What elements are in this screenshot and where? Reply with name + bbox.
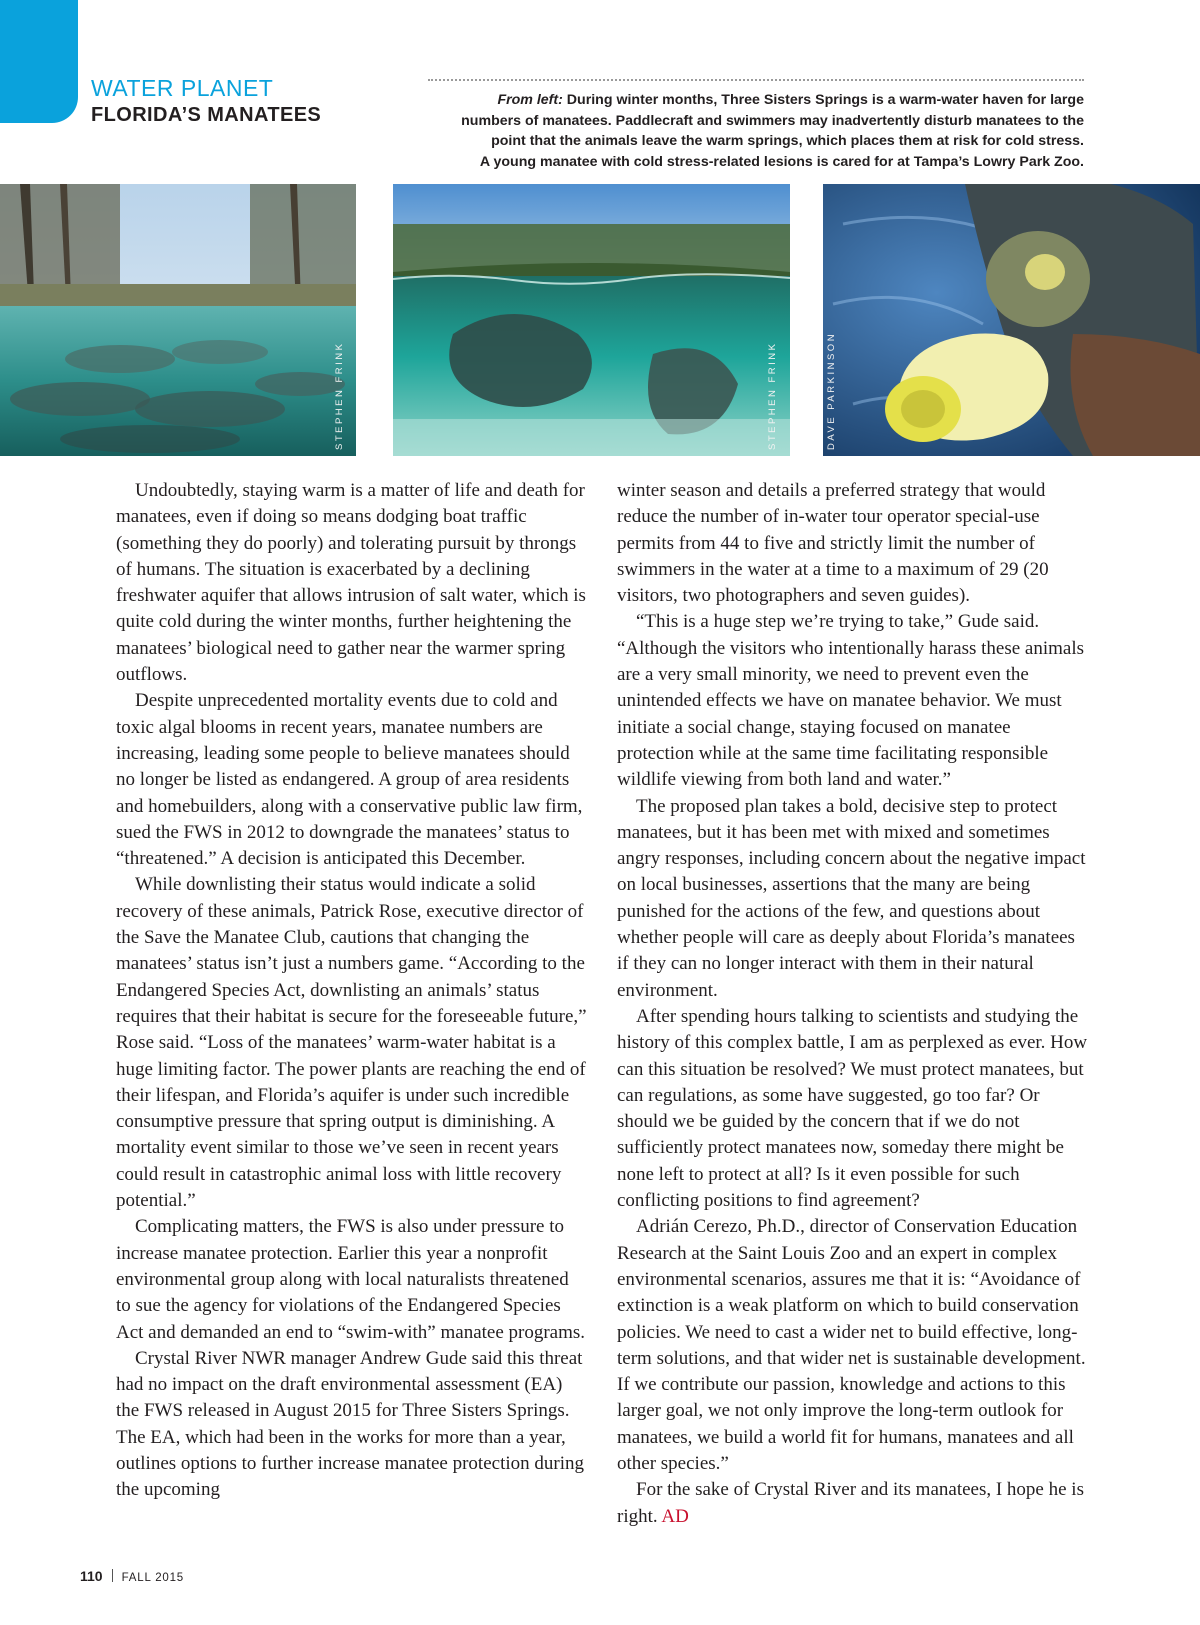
page-number: 110	[80, 1568, 103, 1584]
body-paragraph: After spending hours talking to scientists and studying the history of this complex battle, I am as perplexed as ever. How can this situation be resolved? We must protect manatees, but can regulations, as some have suggested, go too far? Or should we be guided by the concern that if we do not sufficiently protect manatees now, someday there might be none left to protect at all? Is it even possible for such conflicting positions to find agreement?	[617, 1005, 1088, 1212]
section-color-tab	[0, 0, 78, 123]
page-footer	[80, 1568, 184, 1584]
article-column-right	[617, 478, 1089, 1530]
end-mark: AD	[661, 1505, 689, 1527]
body-paragraph: Complicating matters, the FWS is also under pressure to increase manatee protection. Earlier this year a nonprofit environmental group along with local naturalists threatened to sue the agency for violations of the Endangered Species Act and demanded an end to “swim-with” manatee programs.	[116, 1216, 586, 1343]
body-paragraph: “This is a huge step we’re trying to take,” Gude said. “Although the visitors who intentionally harass these animals are a very small minority, we need to prevent even the unintended effects we have on manatee behavior. We must initiate a social change, staying focused on manatee protection while at the same time facilitating responsible wildlife viewing from both land and water.”	[617, 611, 1085, 791]
photo-underwater-manatees	[393, 184, 790, 456]
body-paragraph: Crystal River NWR manager Andrew Gude said this threat had no impact on the draft environmental assessment (EA) the FWS released in August 2015 for Three Sisters Springs. The EA, which had been in the works for more than a year, outlines options to further increase manatee protection during the upcoming	[116, 1347, 584, 1501]
photo-caption	[428, 79, 1084, 172]
body-paragraph: The proposed plan takes a bold, decisive step to protect manatees, but it has been met with mixed and sometimes angry responses, including concern about the negative impact on local businesses, assertions that the many are being punished for the actions of the few, and questions about whether people will care as deeply about Florida’s manatees if they can no longer interact with them in their natural environment.	[617, 795, 1086, 1001]
photo-springs-manatees	[0, 184, 356, 456]
photo-credit: STEPHEN FRINK	[334, 341, 345, 450]
body-paragraph: Adrián Cerezo, Ph.D., director of Conservation Education Research at the Saint Louis Zoo and an expert in complex environmental scenarios, assures me that it is: “Avoidance of extinction is a weak platform on which to build conservation policies. We need to cast a wider net to build effective, long-term solutions, and that wider net is sustainable development. If we contribute our passion, knowledge and actions to this larger goal, we not only improve the long-term outlook for manatees, we build a world fit for humans, manatees and all other species.”	[617, 1216, 1086, 1474]
section-name: WATER PLANET	[91, 75, 274, 101]
issue-label: FALL 2015	[121, 1572, 184, 1584]
photo-credit: STEPHEN FRINK	[767, 341, 778, 450]
photo-credit: DAVE PARKINSON	[826, 331, 837, 450]
photo-manatee-bottle-feeding	[823, 184, 1200, 456]
footer-divider	[112, 1569, 113, 1582]
caption-lead: From left:	[497, 92, 563, 108]
closing-text: For the sake of Crystal River and its manatees, I hope he is right.	[617, 1479, 1084, 1527]
body-paragraph: Undoubtedly, staying warm is a matter of life and death for manatees, even if doing so means dodging boat traffic (something they do poorly) and tolerating pursuit by throngs of humans. The situation is exacerbated by a declining freshwater aquifer that allows intrusion of salt water, which is quite cold during the winter months, further heightening the manatees’ biological need to gather near the warmer spring outflows.	[116, 480, 586, 686]
caption-line: A young manatee with cold stress-related lesions is cared for at Tampa’s Lowry Park Zoo.	[479, 153, 1084, 170]
caption-line: numbers of manatees. Paddlecraft and swimmers may inadvertently disturb manatees to the	[461, 112, 1084, 129]
article-title: FLORIDA’S MANATEES	[91, 104, 322, 126]
closing-paragraph	[617, 1477, 1089, 1530]
article-column-left	[116, 478, 588, 1504]
body-paragraph-continued: winter season and details a preferred strategy that would reduce the number of in-water tour operator special-use permits from 44 to five and strictly limit the number of swimmers in the water at a time to a maximum of 29 (20 visitors, two photographers and seven guides).	[617, 480, 1049, 607]
body-paragraph: While downlisting their status would indicate a solid recovery of these animals, Patrick Rose, executive director of the Save the Manatee Club, cautions that changing the manatees’ status isn’t just a numbers game. “According to the Endangered Species Act, downlisting an animals’ status requires that their habitat is secure for the foreseeable future,” Rose said. “Loss of the manatees’ warm-water habitat is a huge limiting factor. The power plants are reaching the end of their lifespan, and Florida’s aquifer is under such incredible consumptive pressure that spring output is diminishing. A mortality event similar to those we’ve seen in recent years could result in catastrophic animal loss with little recovery potential.”	[116, 874, 587, 1212]
caption-line: During winter months, Three Sisters Springs is a warm-water haven for large	[562, 92, 1084, 108]
caption-line: point that the animals leave the warm springs, which places them at risk for cold stress.	[491, 133, 1084, 150]
body-paragraph: Despite unprecedented mortality events due to cold and toxic algal blooms in recent years, manatee numbers are increasing, leading some people to believe manatees should no longer be listed as endangered. A group of area residents and homebuilders, along with a conservative public law firm, sued the FWS in 2012 to downgrade the manatees’ status to “threatened.” A decision is anticipated this December.	[116, 690, 583, 870]
